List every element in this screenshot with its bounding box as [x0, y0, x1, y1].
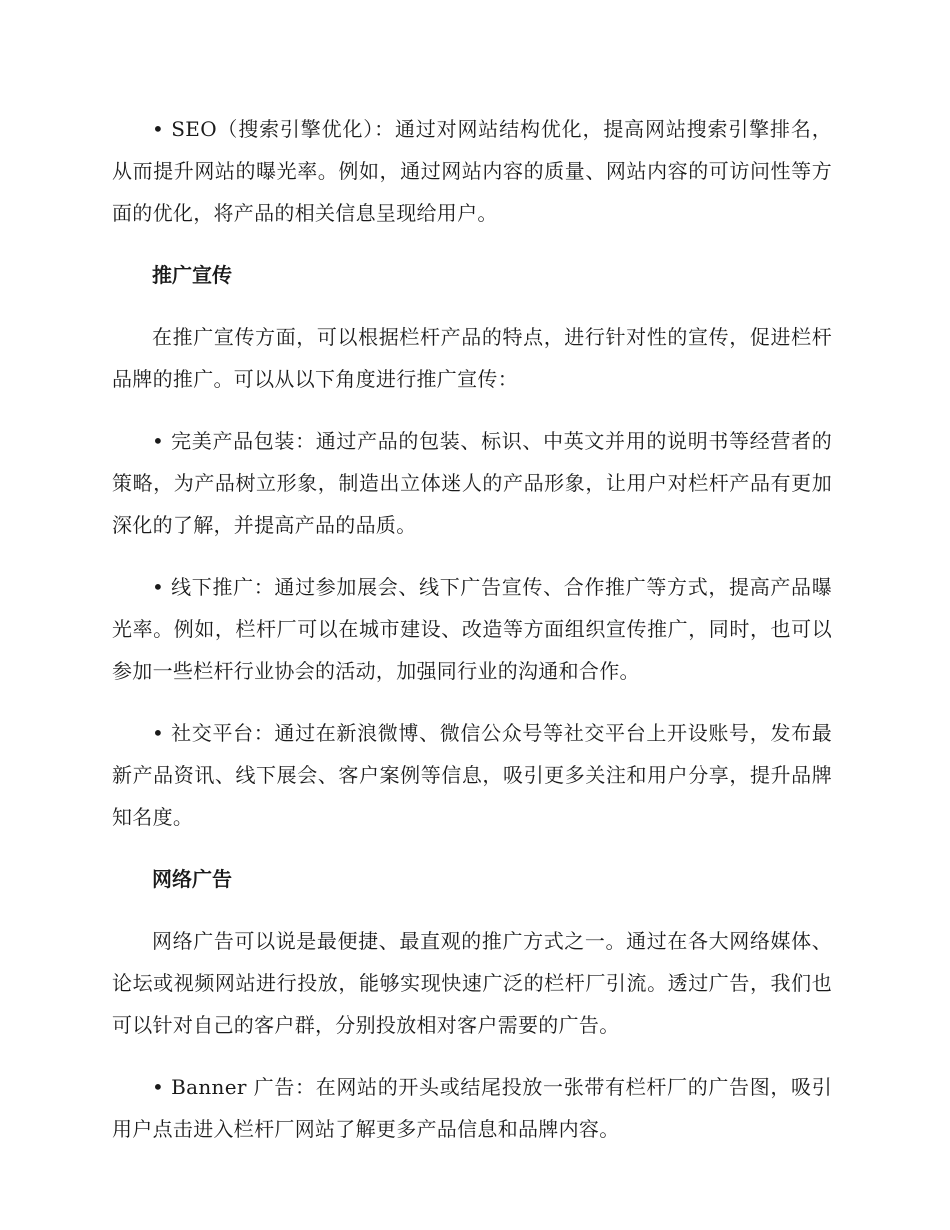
online-ads-intro-paragraph: 网络广告可以说是最便捷、最直观的推广方式之一。通过在各大网络媒体、论坛或视频网站进行投放，能够实现快速广泛的栏杆厂引流。透过广告，我们也可以针对自己的客户群，分别投放相对客户需要的广告。: [112, 929, 832, 1037]
document-page: [112, 108, 832, 1170]
promotion-intro-paragraph: 在推广宣传方面，可以根据栏杆产品的特点，进行针对性的宣传，促进栏杆品牌的推广。可以从以下角度进行推广宣传：: [112, 325, 832, 391]
packaging-bullet-paragraph: • 完美产品包装：通过产品的包装、标识、中英文并用的说明书等经营者的策略，为产品树立形象，制造出立体迷人的产品形象，让用户对栏杆产品有更加深化的了解，并提高产品的品质。: [112, 429, 832, 537]
section-heading-online-ads: 网络广告: [152, 867, 232, 891]
banner-bullet-paragraph: • Banner 广告：在网站的开头或结尾投放一张带有栏杆厂的广告图，吸引用户点击进入栏杆厂网站了解更多产品信息和品牌内容。: [112, 1075, 832, 1141]
section-heading-promotion: 推广宣传: [152, 263, 232, 287]
social-bullet-paragraph: • 社交平台：通过在新浪微博、微信公众号等社交平台上开设账号，发布最新产品资讯、线下展会、客户案例等信息，吸引更多关注和用户分享，提升品牌知名度。: [112, 721, 832, 829]
seo-bullet-paragraph: • SEO（搜索引擎优化）：通过对网站结构优化，提高网站搜索引擎排名，从而提升网站的曝光率。例如，通过网站内容的质量、网站内容的可访问性等方面的优化，将产品的相关信息呈现给用户。: [112, 117, 832, 225]
offline-bullet-paragraph: • 线下推广：通过参加展会、线下广告宣传、合作推广等方式，提高产品曝光率。例如，栏杆厂可以在城市建设、改造等方面组织宣传推广，同时，也可以参加一些栏杆行业协会的活动，加强同行业的沟通和合作。: [112, 575, 832, 683]
